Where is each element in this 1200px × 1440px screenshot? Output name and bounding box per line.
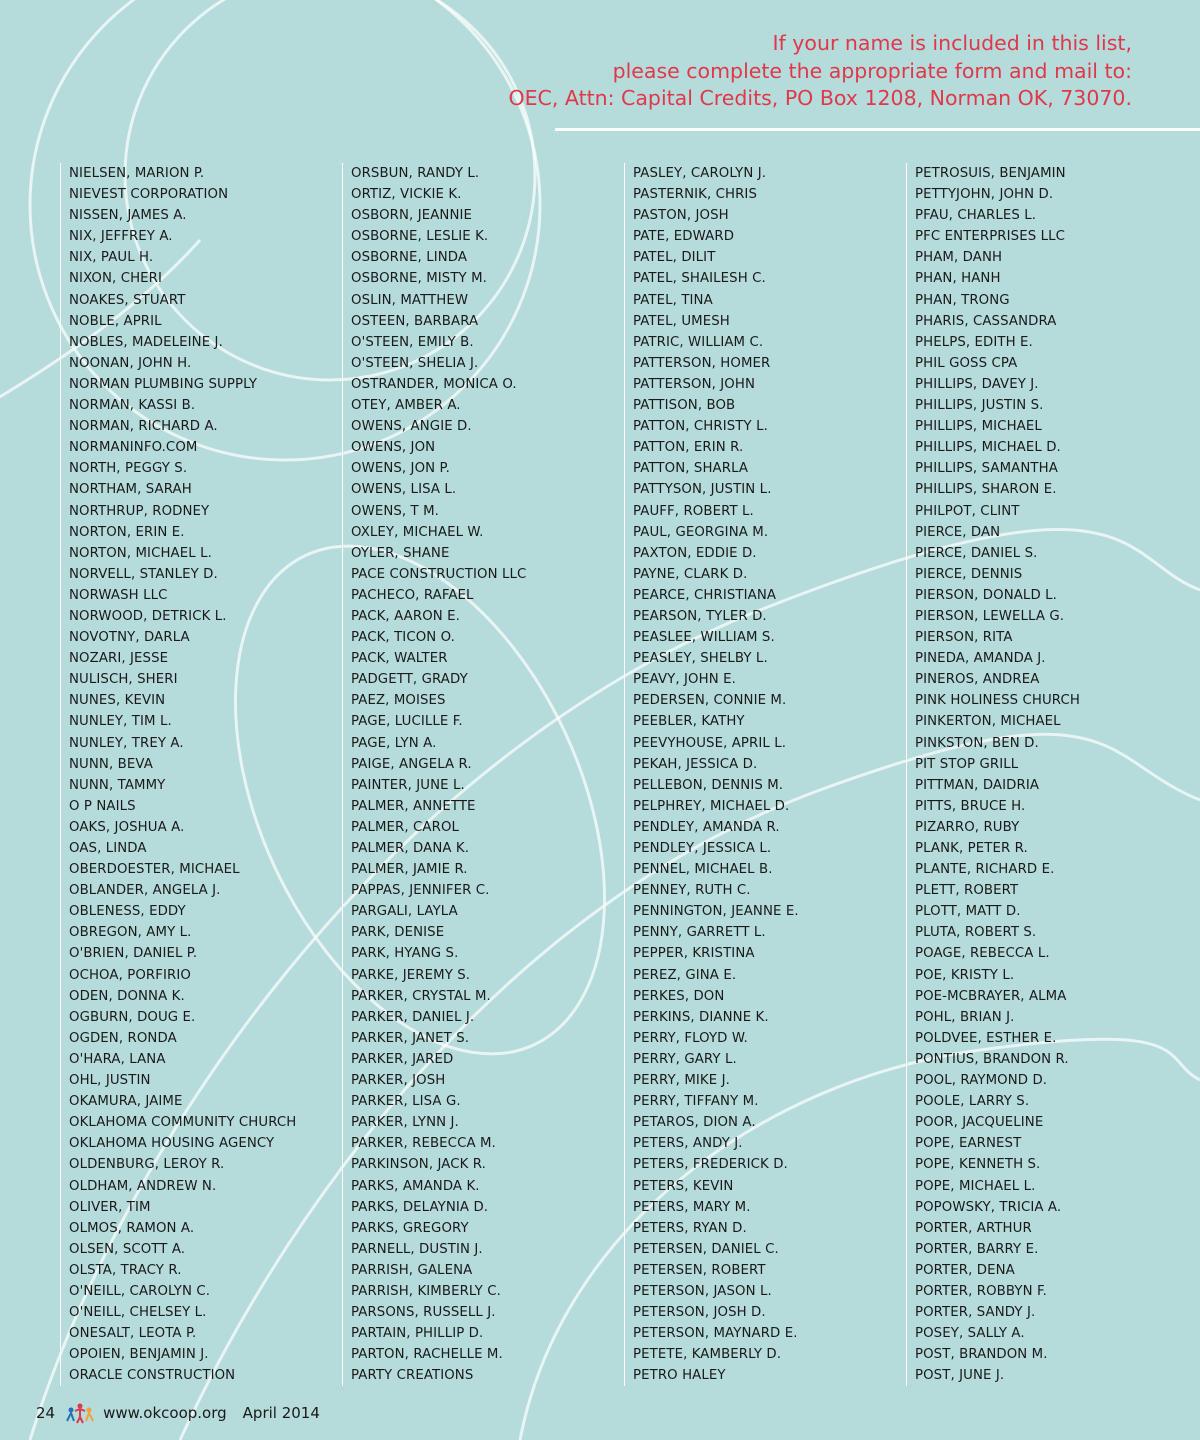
member-name: PARRISH, KIMBERLY C. — [351, 1283, 501, 1299]
member-name: OWENS, T M. — [351, 503, 440, 519]
member-name: POPE, MICHAEL L. — [915, 1178, 1036, 1194]
member-name: PATEL, TINA — [633, 292, 713, 308]
member-name: PHIL GOSS CPA — [915, 355, 1018, 371]
member-name: PAUFF, ROBERT L. — [633, 503, 754, 519]
member-name: O P NAILS — [69, 798, 136, 814]
member-name: PARK, DENISE — [351, 925, 445, 941]
member-name: PORTER, ROBBYN F. — [915, 1283, 1047, 1299]
member-name: PARKS, AMANDA K. — [351, 1178, 480, 1194]
member-name: PHILLIPS, SAMANTHA — [915, 461, 1058, 477]
member-name: PFC ENTERPRISES LLC — [915, 229, 1065, 245]
member-name: PARKER, LYNN J. — [351, 1115, 459, 1131]
member-name: OSBORNE, LINDA — [351, 250, 468, 266]
member-name: PARK, HYANG S. — [351, 946, 459, 962]
member-name: PARRISH, GALENA — [351, 1262, 473, 1278]
member-name: NUNES, KEVIN — [69, 693, 166, 709]
member-name: NOZARI, JESSE — [69, 651, 169, 667]
member-name: PETAROS, DION A. — [633, 1115, 756, 1131]
member-name: OLSEN, SCOTT A. — [69, 1241, 186, 1257]
member-name: OSBORN, JEANNIE — [351, 208, 473, 224]
member-name: PERRY, MIKE J. — [633, 1073, 730, 1089]
name-column-4 — [906, 163, 1177, 1386]
member-name: PERKINS, DIANNE K. — [633, 1009, 769, 1025]
member-name: OSBORNE, MISTY M. — [351, 271, 488, 287]
member-name: PITTMAN, DAIDRIA — [915, 777, 1040, 793]
notice-line-2: please complete the appropriate form and mail to: — [612, 58, 1132, 83]
member-name: POE, KRISTY L. — [915, 967, 1015, 983]
member-name: PARTAIN, PHILLIP D. — [351, 1326, 484, 1342]
page-number: 24 — [36, 1404, 56, 1422]
member-name: PAPPAS, JENNIFER C. — [351, 883, 490, 899]
member-name: NIX, JEFFREY A. — [69, 229, 173, 245]
member-name: PEAVY, JOHN E. — [633, 672, 736, 688]
member-name: NORVELL, STANLEY D. — [69, 566, 218, 582]
member-name: PELPHREY, MICHAEL D. — [633, 798, 790, 814]
member-name: PACHECO, RAFAEL — [351, 587, 474, 603]
member-name: PETERS, KEVIN — [633, 1178, 734, 1194]
member-name: PACK, AARON E. — [351, 608, 460, 624]
member-name: PAUL, GEORGINA M. — [633, 524, 769, 540]
member-name: OSBORNE, LESLIE K. — [351, 229, 489, 245]
member-name: PORTER, ARTHUR — [915, 1220, 1032, 1236]
member-name: PIERSON, DONALD L. — [915, 587, 1057, 603]
member-name: PORTER, DENA — [915, 1262, 1015, 1278]
member-name: PLOTT, MATT D. — [915, 904, 1021, 920]
member-name: OKLAHOMA HOUSING AGENCY — [69, 1136, 275, 1152]
member-name: PEARCE, CHRISTIANA — [633, 587, 777, 603]
member-name: OTEY, AMBER A. — [351, 398, 461, 414]
member-name: PAXTON, EDDIE D. — [633, 545, 757, 561]
member-name: NUNLEY, TREY A. — [69, 735, 184, 751]
member-name: PLANK, PETER R. — [915, 841, 1028, 856]
header-divider — [555, 128, 1200, 131]
member-name: PARKER, JARED — [351, 1051, 454, 1067]
member-name: PINKERTON, MICHAEL — [915, 714, 1061, 730]
member-name: O'STEEN, EMILY B. — [351, 334, 474, 350]
member-name: O'BRIEN, DANIEL P. — [69, 946, 198, 962]
member-name: NIX, PAUL H. — [69, 250, 154, 266]
member-name: PHILLIPS, JUSTIN S. — [915, 398, 1044, 414]
member-name: ORSBUN, RANDY L. — [351, 166, 480, 181]
member-name: OLSTA, TRACY R. — [69, 1262, 182, 1278]
member-name: PEKAH, JESSICA D. — [633, 756, 758, 772]
member-name: PETERSON, MAYNARD E. — [633, 1326, 798, 1342]
member-name: NORTH, PEGGY S. — [69, 461, 188, 477]
member-name: PETERSEN, DANIEL C. — [633, 1241, 779, 1257]
member-name: PATEL, UMESH — [633, 313, 730, 329]
member-name: PETRO HALEY — [633, 1368, 726, 1384]
member-name: PAGE, LUCILLE F. — [351, 714, 463, 730]
member-name: PLUTA, ROBERT S. — [915, 925, 1037, 941]
member-name: O'NEILL, CAROLYN C. — [69, 1283, 211, 1299]
member-name: PENNEY, RUTH C. — [633, 883, 751, 899]
member-name: PARKER, JANET S. — [351, 1030, 470, 1046]
member-name: PATTON, CHRISTY L. — [633, 419, 768, 435]
member-name: POPE, KENNETH S. — [915, 1157, 1041, 1173]
member-name: PARGALI, LAYLA — [351, 904, 458, 920]
member-name: PETERS, RYAN D. — [633, 1220, 747, 1236]
member-name: ORACLE CONSTRUCTION — [69, 1368, 236, 1384]
member-name: PARNELL, DUSTIN J. — [351, 1241, 483, 1257]
member-name: NORMAN, KASSI B. — [69, 398, 196, 414]
member-name: PAEZ, MOISES — [351, 693, 446, 709]
member-name: PEASLEE, WILLIAM S. — [633, 630, 775, 646]
mailing-notice — [332, 30, 1132, 113]
member-name: O'NEILL, CHELSEY L. — [69, 1305, 207, 1321]
member-name: PETERSEN, ROBERT — [633, 1262, 766, 1278]
member-name: NOBLE, APRIL — [69, 313, 162, 329]
member-name: OXLEY, MICHAEL W. — [351, 524, 484, 540]
member-name: OGBURN, DOUG E. — [69, 1009, 196, 1025]
member-name: POOLE, LARRY S. — [915, 1094, 1030, 1110]
member-name: OHL, JUSTIN — [69, 1073, 151, 1089]
member-name: PIZARRO, RUBY — [915, 819, 1020, 835]
member-name: PARKINSON, JACK R. — [351, 1157, 486, 1173]
member-name: PETETE, KAMBERLY D. — [633, 1347, 782, 1363]
member-name: PEDERSEN, CONNIE M. — [633, 693, 787, 709]
member-name: PATTON, SHARLA — [633, 461, 749, 477]
member-name: PATTISON, BOB — [633, 398, 736, 414]
member-name: PIERSON, RITA — [915, 630, 1013, 646]
member-name: PASTERNIK, CHRIS — [633, 187, 757, 203]
member-name: PENDLEY, AMANDA R. — [633, 819, 780, 835]
member-name: POAGE, REBECCA L. — [915, 946, 1050, 962]
member-name: OWENS, ANGIE D. — [351, 419, 472, 435]
member-name: PERRY, TIFFANY M. — [633, 1094, 759, 1110]
member-name: PALMER, DANA K. — [351, 841, 470, 856]
member-name: NIEVEST CORPORATION — [69, 187, 229, 203]
member-name: OGDEN, RONDA — [69, 1030, 177, 1046]
member-name: OYLER, SHANE — [351, 545, 450, 561]
member-name: PHAM, DANH — [915, 250, 1003, 266]
member-name: PHILLIPS, MICHAEL D. — [915, 440, 1061, 456]
member-name: PADGETT, GRADY — [351, 672, 468, 688]
member-name: PATRIC, WILLIAM C. — [633, 334, 764, 350]
member-name: PHELPS, EDITH E. — [915, 334, 1033, 350]
member-name: PHILPOT, CLINT — [915, 503, 1020, 519]
member-name: PATTYSON, JUSTIN L. — [633, 482, 772, 498]
member-name: POE-MCBRAYER, ALMA — [915, 988, 1067, 1004]
member-name: PINKSTON, BEN D. — [915, 735, 1039, 751]
member-name: OSTEEN, BARBARA — [351, 313, 479, 329]
member-name: OLMOS, RAMON A. — [69, 1220, 195, 1236]
member-name: OSLIN, MATTHEW — [351, 292, 469, 308]
member-name: PHAN, HANH — [915, 271, 1001, 287]
issue-date: April 2014 — [242, 1404, 320, 1422]
member-name: PENNY, GARRETT L. — [633, 925, 766, 941]
member-name: PETERSON, JOSH D. — [633, 1305, 766, 1321]
member-name: PHARIS, CASSANDRA — [915, 313, 1057, 329]
member-name: PALMER, JAMIE R. — [351, 862, 468, 878]
member-name: OKAMURA, JAIME — [69, 1094, 183, 1110]
member-name: PIERCE, DENNIS — [915, 566, 1023, 582]
member-name: NIELSEN, MARION P. — [69, 166, 205, 181]
website-url: www.okcoop.org — [103, 1404, 227, 1422]
member-name: NORWASH LLC — [69, 587, 168, 603]
member-name: PAGE, LYN A. — [351, 735, 437, 751]
member-name: NORWOOD, DETRICK L. — [69, 608, 227, 624]
member-name: POHL, BRIAN J. — [915, 1009, 1015, 1025]
member-name: PATTERSON, HOMER — [633, 355, 771, 371]
name-column-1 — [60, 163, 331, 1386]
member-name: PARKE, JEREMY S. — [351, 967, 471, 983]
member-name: PLANTE, RICHARD E. — [915, 862, 1055, 878]
member-name: POST, BRANDON M. — [915, 1347, 1048, 1363]
member-name: POPE, EARNEST — [915, 1136, 1022, 1152]
member-name: NORTON, ERIN E. — [69, 524, 185, 540]
member-name: OBERDOESTER, MICHAEL — [69, 862, 240, 878]
member-name: OLIVER, TIM — [69, 1199, 151, 1215]
member-name: PELLEBON, DENNIS M. — [633, 777, 784, 793]
notice-line-1: If your name is included in this list, — [772, 31, 1132, 55]
member-name: OAS, LINDA — [69, 841, 147, 856]
member-name: OWENS, LISA L. — [351, 482, 457, 498]
member-name: NORMAN, RICHARD A. — [69, 419, 218, 435]
member-name: PARKER, CRYSTAL M. — [351, 988, 491, 1004]
member-name: PIERCE, DAN — [915, 524, 1001, 540]
member-name: NIXON, CHERI — [69, 271, 163, 287]
member-name: NISSEN, JAMES A. — [69, 208, 187, 224]
member-name: O'HARA, LANA — [69, 1051, 166, 1067]
member-name: NOVOTNY, DARLA — [69, 630, 190, 646]
member-name: PEEVYHOUSE, APRIL L. — [633, 735, 787, 751]
member-name: PETTYJOHN, JOHN D. — [915, 187, 1054, 203]
member-name: PASTON, JOSH — [633, 208, 729, 224]
member-name: PIERCE, DANIEL S. — [915, 545, 1038, 561]
member-name: PARKS, GREGORY — [351, 1220, 469, 1236]
member-name: NORMANINFO.COM — [69, 440, 198, 456]
member-name: PARTY CREATIONS — [351, 1368, 474, 1384]
member-name: PEARSON, TYLER D. — [633, 608, 767, 624]
member-name: OWENS, JON P. — [351, 461, 450, 477]
member-name: PIERSON, LEWELLA G. — [915, 608, 1065, 624]
member-name: PAINTER, JUNE L. — [351, 777, 465, 793]
member-name: PERKES, DON — [633, 988, 725, 1004]
member-name: PHILLIPS, MICHAEL — [915, 419, 1042, 435]
okcoop-people-logo-icon — [65, 1401, 95, 1425]
member-name: NORMAN PLUMBING SUPPLY — [69, 376, 258, 392]
member-name: PONTIUS, BRANDON R. — [915, 1051, 1069, 1067]
member-name: PINK HOLINESS CHURCH — [915, 693, 1080, 709]
member-name: PHAN, TRONG — [915, 292, 1010, 308]
member-name: POOL, RAYMOND D. — [915, 1073, 1048, 1089]
member-name: OBLENESS, EDDY — [69, 904, 186, 920]
member-name: PETERSON, JASON L. — [633, 1283, 772, 1299]
member-name: ONESALT, LEOTA P. — [69, 1326, 197, 1342]
member-name: NOAKES, STUART — [69, 292, 186, 308]
member-name: POPOWSKY, TRICIA A. — [915, 1199, 1062, 1215]
member-name: PETERS, MARY M. — [633, 1199, 751, 1215]
member-name: PATTON, ERIN R. — [633, 440, 744, 456]
member-name: PARKER, DANIEL J. — [351, 1009, 475, 1025]
member-name: O'STEEN, SHELIA J. — [351, 355, 479, 371]
name-column-3 — [624, 163, 895, 1386]
member-name: PERRY, FLOYD W. — [633, 1030, 748, 1046]
member-name: PEEBLER, KATHY — [633, 714, 745, 730]
member-name: PETERS, FREDERICK D. — [633, 1157, 788, 1173]
member-name: PERRY, GARY L. — [633, 1051, 737, 1067]
member-name: PENNINGTON, JEANNE E. — [633, 904, 799, 920]
member-name: PETERS, ANDY J. — [633, 1136, 743, 1152]
member-name: NUNN, BEVA — [69, 756, 153, 772]
member-name: OKLAHOMA COMMUNITY CHURCH — [69, 1115, 297, 1131]
member-name: OPOIEN, BENJAMIN J. — [69, 1347, 209, 1363]
member-name: PINEROS, ANDREA — [915, 672, 1040, 688]
member-name: PALMER, CAROL — [351, 819, 460, 835]
member-name: ODEN, DONNA K. — [69, 988, 185, 1004]
member-name: OCHOA, PORFIRIO — [69, 967, 191, 983]
member-name: OAKS, JOSHUA A. — [69, 819, 185, 835]
member-name: OLDENBURG, LEROY R. — [69, 1157, 225, 1173]
member-name: PETROSUIS, BENJAMIN — [915, 166, 1066, 181]
member-name: PENNEL, MICHAEL B. — [633, 862, 773, 878]
member-name: POOR, JACQUELINE — [915, 1115, 1044, 1131]
member-name: PORTER, BARRY E. — [915, 1241, 1039, 1257]
member-name: PARKER, JOSH — [351, 1073, 446, 1089]
page-footer — [36, 1399, 320, 1427]
member-name: OBREGON, AMY L. — [69, 925, 192, 941]
member-name: PLETT, ROBERT — [915, 883, 1019, 899]
member-name: OSTRANDER, MONICA O. — [351, 376, 517, 392]
member-name: PARKS, DELAYNIA D. — [351, 1199, 489, 1215]
member-name: PENDLEY, JESSICA L. — [633, 841, 772, 856]
member-name: PARKER, LISA G. — [351, 1094, 461, 1110]
member-name: PFAU, CHARLES L. — [915, 208, 1037, 224]
member-name: PHILLIPS, SHARON E. — [915, 482, 1057, 498]
member-name: PATE, EDWARD — [633, 229, 735, 245]
member-name: PARSONS, RUSSELL J. — [351, 1305, 496, 1321]
member-name: NUNN, TAMMY — [69, 777, 166, 793]
member-name: NORTHRUP, RODNEY — [69, 503, 210, 519]
member-name: OWENS, JON — [351, 440, 436, 456]
member-name: PEASLEY, SHELBY L. — [633, 651, 768, 667]
member-name: PHILLIPS, DAVEY J. — [915, 376, 1039, 392]
member-name: NULISCH, SHERI — [69, 672, 178, 688]
member-name: PEPPER, KRISTINA — [633, 946, 755, 962]
member-name: PASLEY, CAROLYN J. — [633, 166, 767, 181]
member-name: PORTER, SANDY J. — [915, 1305, 1036, 1321]
member-name: POLDVEE, ESTHER E. — [915, 1030, 1057, 1046]
member-name: PIT STOP GRILL — [915, 756, 1019, 772]
name-column-2 — [342, 163, 613, 1386]
member-name: POST, JUNE J. — [915, 1368, 1005, 1384]
member-name: PACK, TICON O. — [351, 630, 456, 646]
member-name: OBLANDER, ANGELA J. — [69, 883, 221, 899]
member-name: NUNLEY, TIM L. — [69, 714, 172, 730]
member-name: NOONAN, JOHN H. — [69, 355, 192, 371]
member-name: PEREZ, GINA E. — [633, 967, 737, 983]
member-name: PATEL, DILIT — [633, 250, 716, 266]
member-name: NORTHAM, SARAH — [69, 482, 192, 498]
member-name: PARTON, RACHELLE M. — [351, 1347, 503, 1363]
member-name: PATEL, SHAILESH C. — [633, 271, 766, 287]
member-name: POSEY, SALLY A. — [915, 1326, 1025, 1342]
member-name: PAIGE, ANGELA R. — [351, 756, 472, 772]
member-name: OLDHAM, ANDREW N. — [69, 1178, 217, 1194]
member-name: PATTERSON, JOHN — [633, 376, 756, 392]
member-name: NORTON, MICHAEL L. — [69, 545, 212, 561]
member-name: PALMER, ANNETTE — [351, 798, 476, 814]
member-name: PAYNE, CLARK D. — [633, 566, 748, 582]
notice-line-3: OEC, Attn: Capital Credits, PO Box 1208, Norman OK, 73070. — [508, 86, 1132, 110]
member-name: ORTIZ, VICKIE K. — [351, 187, 462, 203]
member-name: PINEDA, AMANDA J. — [915, 651, 1046, 667]
member-name: PACK, WALTER — [351, 651, 448, 667]
member-name: PARKER, REBECCA M. — [351, 1136, 496, 1152]
member-name: NOBLES, MADELEINE J. — [69, 334, 223, 350]
member-name: PACE CONSTRUCTION LLC — [351, 566, 527, 582]
member-name: PITTS, BRUCE H. — [915, 798, 1026, 814]
